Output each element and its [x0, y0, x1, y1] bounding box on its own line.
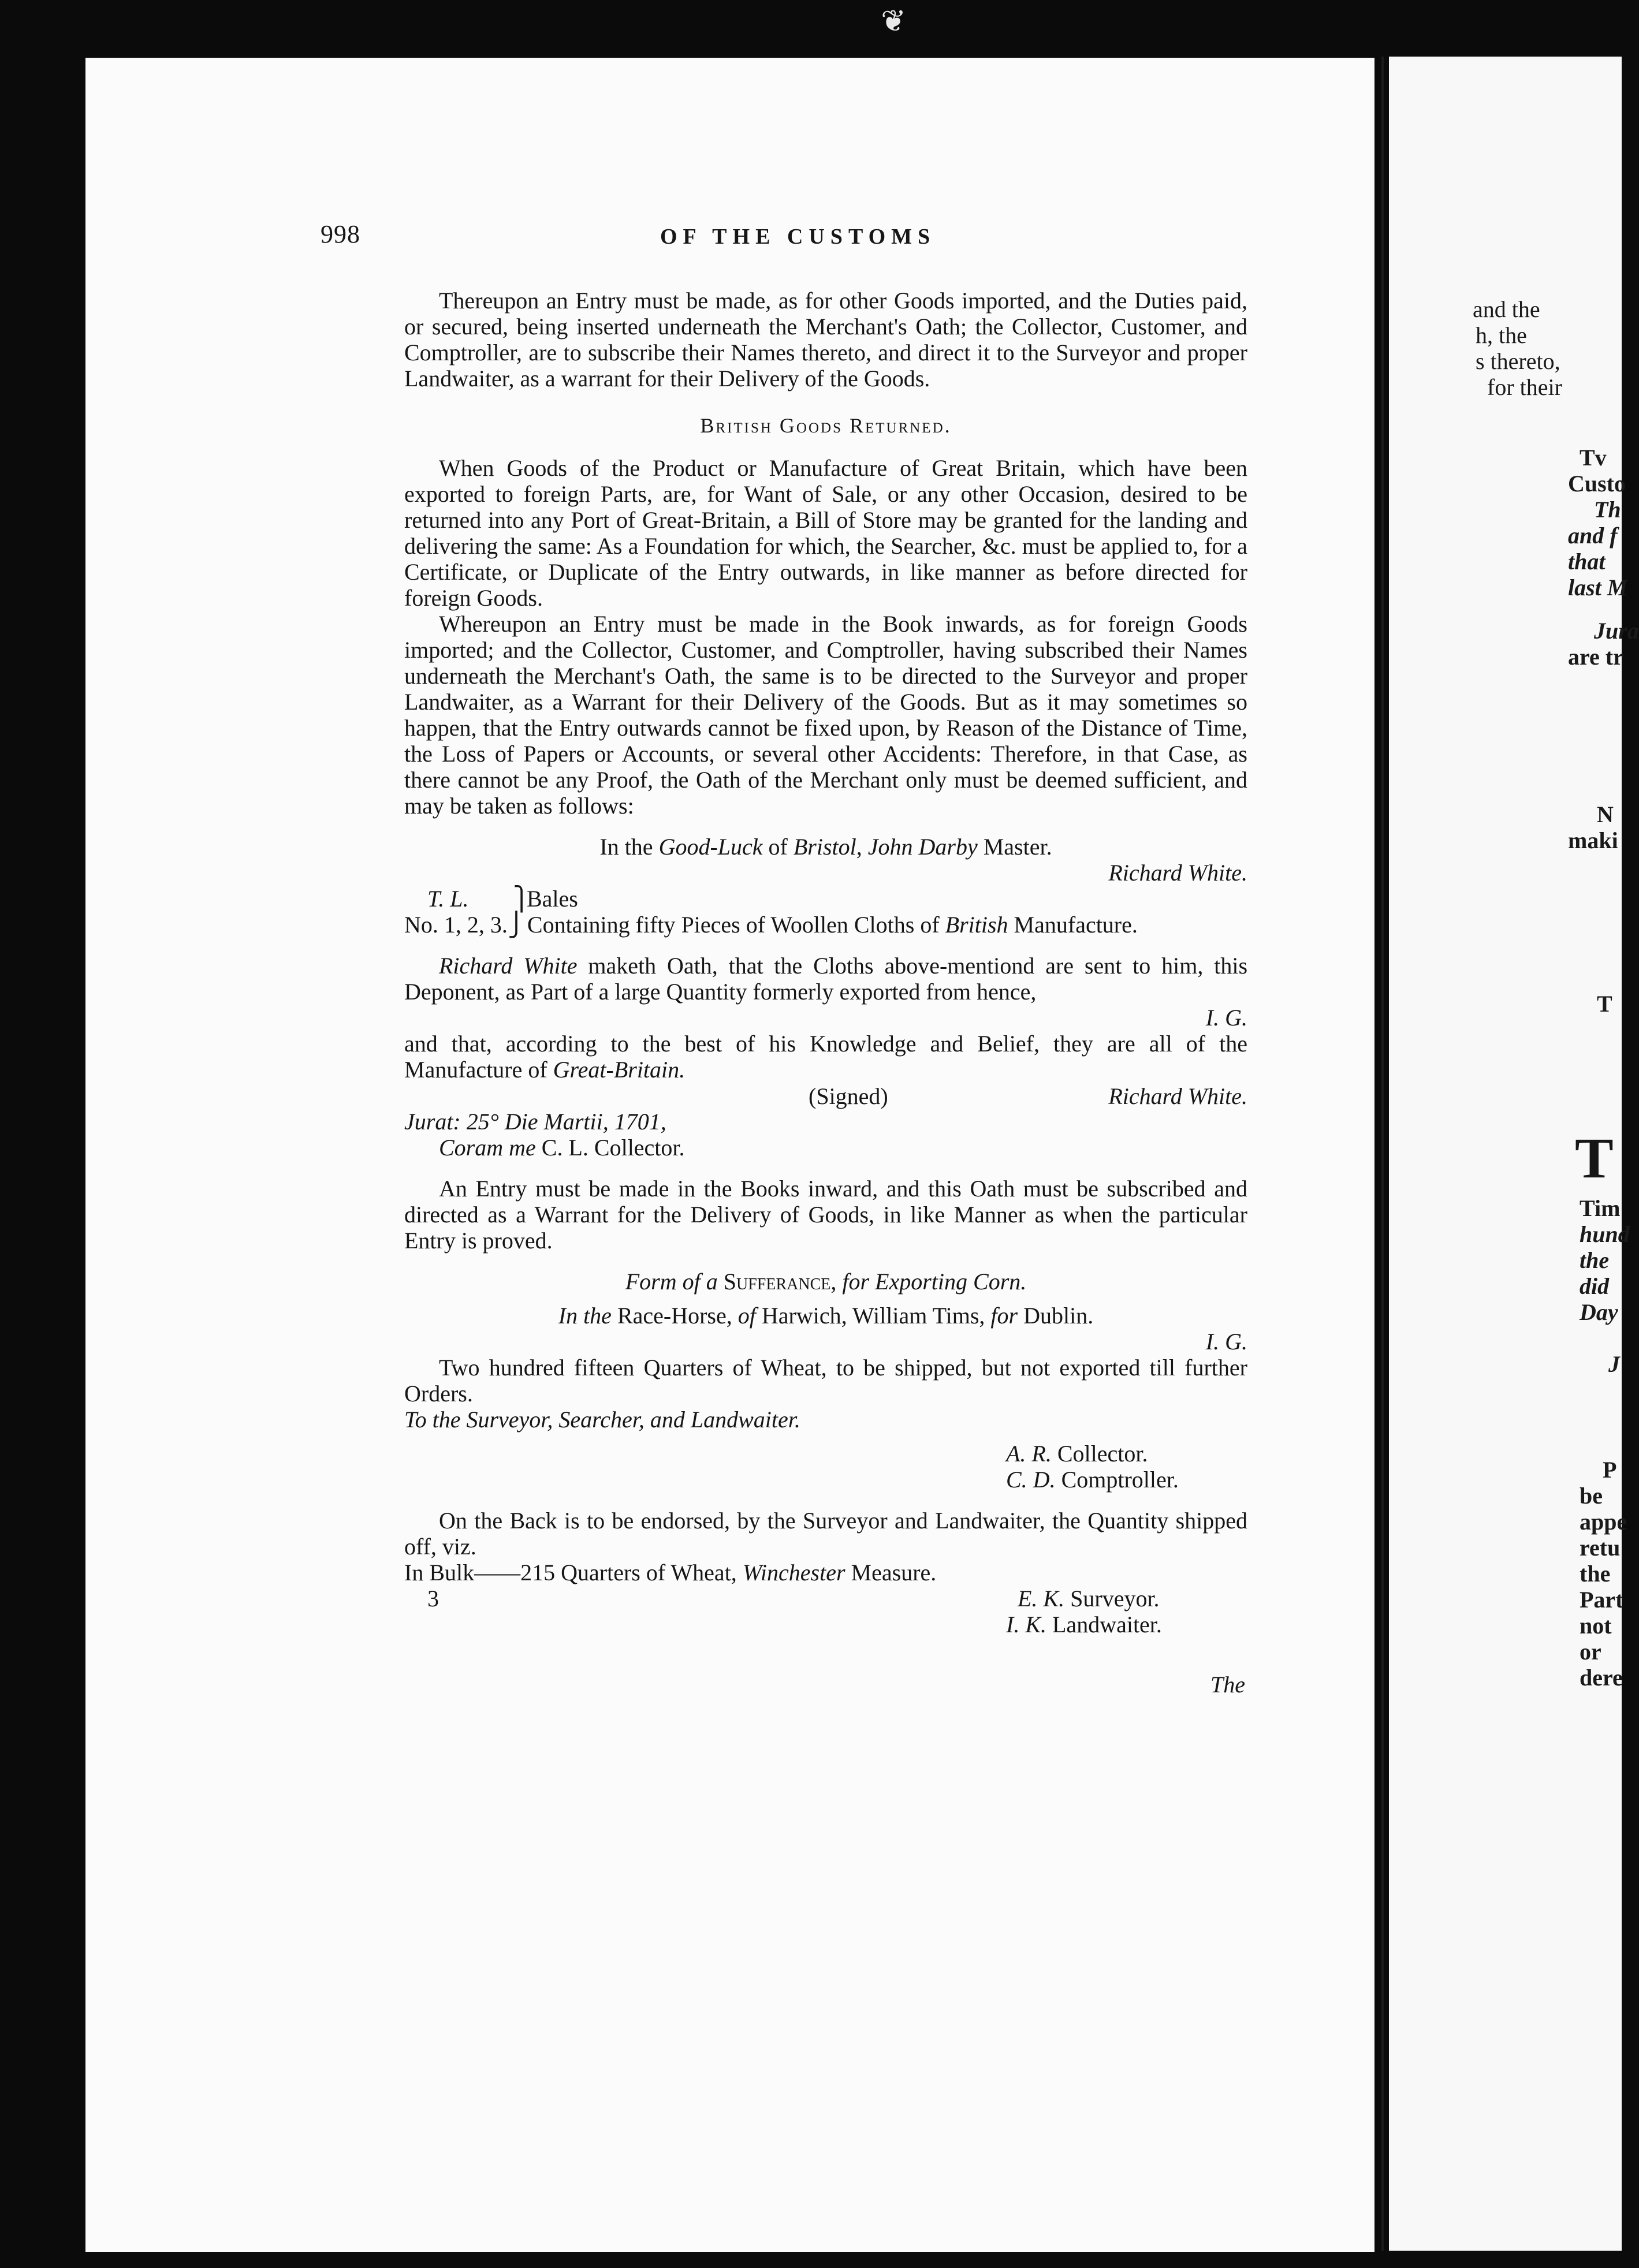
right-text-fragment: or	[1580, 1639, 1601, 1665]
right-text-fragment: retu	[1580, 1535, 1621, 1561]
right-text-fragment: be	[1580, 1483, 1603, 1509]
oath-marks: T. L.	[427, 886, 469, 912]
signed-label: (Signed)	[809, 1083, 888, 1109]
right-text-fragment: that	[1568, 549, 1606, 575]
oath-ship-line: In the Good-Luck of Bristol, John Darby Master.	[599, 834, 1052, 860]
page-gutter	[1381, 57, 1384, 2251]
right-text-fragment: Custo	[1568, 471, 1626, 497]
sufferance-ship-line: In the Race-Horse, of Harwich, William Tims, for Dublin.	[558, 1303, 1094, 1329]
right-text-fragment: Jura	[1594, 618, 1639, 644]
right-text-fragment: hund	[1580, 1221, 1630, 1247]
right-text-fragment: for their	[1487, 374, 1562, 400]
page-header	[321, 219, 1245, 254]
drop-cap: T	[1575, 1126, 1614, 1190]
paragraph-endorsement: On the Back is to be endorsed, by the Surveyor and Landwaiter, the Quantity shipped off, viz.	[404, 1508, 1247, 1560]
surveyor-row: 3 E. K. Surveyor.	[427, 1586, 1160, 1612]
paragraph-entry-books-inward: An Entry must be made in the Books inward, and this Oath must be subscribed and directed as a Warrant for the Delivery of Goods, in like Manner as when the particular Entry is proved.	[404, 1176, 1247, 1254]
oath-marks-line	[404, 886, 1247, 912]
right-text-fragment: and f	[1568, 523, 1618, 549]
section-heading: British Goods Returned.	[700, 414, 952, 437]
right-text-fragment: Tim	[1580, 1195, 1621, 1221]
right-text-fragment: h, the	[1476, 322, 1527, 348]
right-text-fragment: the	[1580, 1247, 1610, 1273]
oath-signature: Richard White.	[1108, 1083, 1247, 1109]
oath-initials: I. G.	[1205, 1005, 1247, 1031]
catchword: The	[1210, 1672, 1245, 1698]
right-text-fragment: are tr	[1568, 644, 1623, 670]
top-ornament: ❦	[881, 5, 906, 38]
paragraph-entry-book-inwards: Whereupon an Entry must be made in the Book inwards, as for foreign Goods imported; and the Collector, Customer, and Comptroller, having subscribed their Names underneath the Merchant's Oath, the same is to be directed to the Surveyor and proper Landwaiter, as a Warrant for their Delivery of the Goods. But as it may sometimes so happen, that the Entry outwards cannot be fixed upon, by Reason of the Distance of Time, the Loss of Papers or Accounts, or several other Accidents: Therefore, in that Case, as there cannot be any Proof, the Oath of the Merchant only must be deemed sufficient, and may be taken as follows:	[404, 611, 1247, 819]
collector-signature: A. R. Collector.	[1006, 1441, 1148, 1467]
sufferance-to-line: To the Surveyor, Searcher, and Landwaiter.	[404, 1407, 800, 1433]
oath-bales-label: Bales	[527, 886, 578, 912]
paragraph-goods-returned: When Goods of the Product or Manufacture of Great Britain, which have been exported to foreign Parts, are, for Want of Sale, or any other Occasion, desired to be returned into any Port of Great-Britain, a Bill of Store may be granted for the landing and delivering the same: As a Foundation for which, the Searcher, &c. must be applied to, for a Certificate, or Duplicate of the Entry outwards, in like manner as before directed for foreign Goods.	[404, 455, 1247, 611]
right-text-fragment: dere	[1580, 1665, 1623, 1691]
page-body	[404, 288, 1247, 1698]
right-text-fragment: maki	[1568, 827, 1618, 853]
signature-mark: 3	[427, 1586, 439, 1612]
right-text-fragment: not	[1580, 1613, 1612, 1639]
sufferance-initials: I. G.	[1205, 1329, 1247, 1355]
sufferance-title: Form of a Sufferance, for Exporting Corn.	[625, 1269, 1027, 1295]
landwaiter-row: I. K. Landwaiter.	[1006, 1612, 1162, 1637]
right-text-fragment: N	[1597, 801, 1614, 827]
coram-line: Coram me C. L. Collector.	[439, 1135, 685, 1161]
right-text-fragment: T	[1597, 991, 1612, 1017]
right-text-fragment: J	[1608, 1351, 1620, 1377]
jurat-line: Jurat: 25° Die Martii, 1701,	[404, 1109, 666, 1135]
oath-paragraph-continued: and that, according to the best of his Knowledge and Belief, they are all of the Manufacture of Great-Britain.	[404, 1031, 1247, 1083]
oath-paragraph: Richard White maketh Oath, that the Cloths above-mentiond are sent to him, this Deponent, as Part of a large Quantity formerly exported from hence,	[404, 953, 1248, 1005]
right-text-fragment: P	[1603, 1457, 1617, 1483]
right-text-fragment: Part	[1580, 1587, 1623, 1613]
right-text-fragment: the	[1580, 1561, 1611, 1587]
right-text-fragment: Th	[1594, 497, 1621, 523]
right-text-fragment: and the	[1473, 296, 1540, 322]
sufferance-body: Two hundred fifteen Quarters of Wheat, to be shipped, but not exported till further Orders.	[404, 1355, 1247, 1407]
brace-icon: ⎫	[513, 886, 530, 912]
right-text-fragment: Tv	[1580, 445, 1607, 471]
right-page-fragment	[1389, 57, 1639, 2251]
oath-signature-row	[404, 1083, 1247, 1109]
bulk-line: In Bulk——215 Quarters of Wheat, Winchester Measure.	[404, 1560, 937, 1586]
running-head: OF THE CUSTOMS	[660, 225, 936, 249]
right-text-fragment: Day	[1580, 1299, 1618, 1325]
right-text-fragment: last M	[1568, 575, 1628, 600]
page-number: 998	[321, 220, 360, 248]
comptroller-signature: C. D. Comptroller.	[1006, 1467, 1179, 1493]
oath-merchant-name: Richard White.	[1108, 860, 1247, 886]
right-text-fragment: s thereto,	[1476, 348, 1560, 374]
oath-containing-line: No. 1, 2, 3.⎭ Containing fifty Pieces of Woollen Cloths of British Manufacture.	[404, 912, 1138, 938]
right-text-fragment: appe	[1580, 1509, 1627, 1535]
paragraph-entry-made: Thereupon an Entry must be made, as for other Goods imported, and the Duties paid, or secured, being inserted underneath the Merchant's Oath; the Collector, Customer, and Comptroller, are to subscribe their Names thereto, and direct it to the Surveyor and proper Landwaiter, as a warrant for their Delivery of the Goods.	[404, 288, 1247, 391]
right-text-fragment: did	[1580, 1273, 1610, 1299]
